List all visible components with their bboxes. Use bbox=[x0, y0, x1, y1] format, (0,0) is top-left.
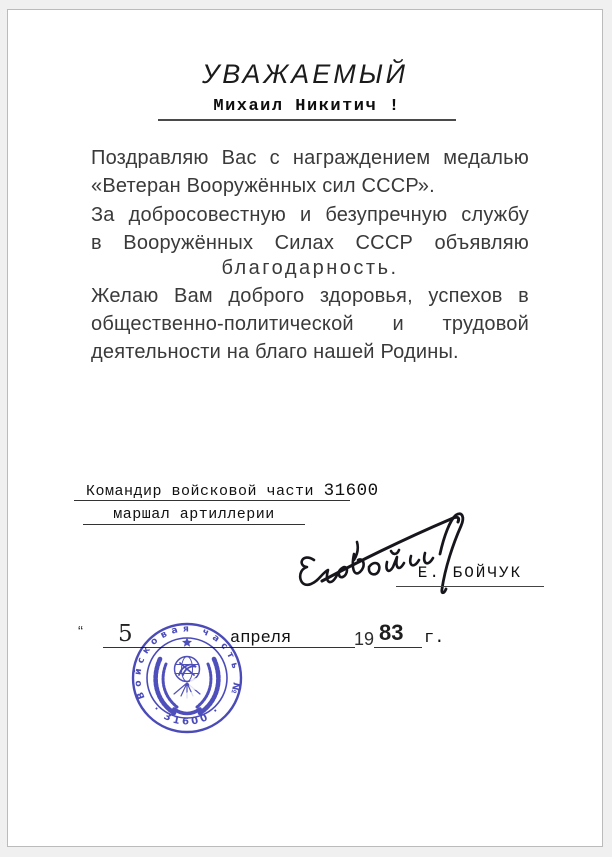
ussr-coat-of-arms-icon bbox=[156, 638, 219, 714]
body-line-4: в Вооружённых Силах СССР объявляю bbox=[91, 232, 529, 254]
date-month: апреля bbox=[230, 629, 292, 648]
salutation-heading: УВАЖАЕМЫЙ bbox=[202, 59, 408, 89]
commander-title: Командир войсковой части bbox=[86, 483, 315, 500]
body-line-3: За добросовестную и безупречную службу bbox=[91, 204, 529, 226]
svg-text:· 31600 ·: · 31600 · bbox=[150, 703, 224, 728]
recipient-name: Михаил Никитич ! bbox=[213, 97, 401, 116]
date-year-unit: г. bbox=[424, 629, 445, 648]
body-line-1: Поздравляю Вас с награждением медалью bbox=[91, 147, 529, 169]
svg-text:Войсковая часть №: Войсковая часть № bbox=[132, 623, 242, 701]
letter-page bbox=[7, 9, 603, 847]
date-open-quote: “ bbox=[78, 623, 83, 640]
unit-number: 31600 bbox=[323, 481, 379, 501]
date-day: 5 bbox=[118, 621, 133, 647]
date-year-prefix: 19 bbox=[354, 629, 375, 649]
body-line-2: «Ветеран Вооружённых сил СССР». bbox=[91, 175, 435, 197]
date-year-written: 83 bbox=[379, 620, 404, 645]
body-line-6: Желаю Вам доброго здоровья, успехов в bbox=[91, 285, 529, 307]
signer-name-line: Е. БОЙЧУК bbox=[396, 562, 544, 587]
recipient-name-line bbox=[158, 94, 456, 121]
body-line-7: общественно-политической и трудовой bbox=[91, 313, 529, 335]
military-unit-stamp-icon bbox=[130, 621, 244, 735]
body-line-5: благодарность. bbox=[221, 257, 399, 279]
body-line-8: деятельности на благо нашей Родины. bbox=[91, 341, 459, 363]
rank-line: маршал артиллерии bbox=[83, 505, 305, 525]
